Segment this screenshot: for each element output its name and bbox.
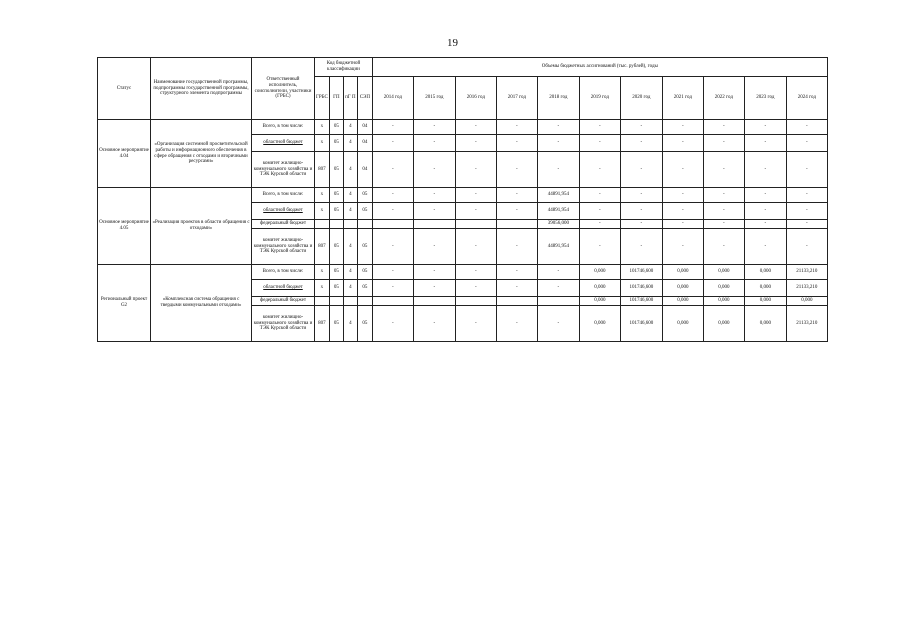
header-year: 2021 год	[662, 77, 703, 120]
value-cell: 0,000	[744, 265, 786, 280]
code-cell: 05	[329, 265, 343, 280]
value-cell: -	[496, 265, 537, 280]
page-number: 19	[447, 37, 458, 49]
value-cell	[455, 297, 496, 306]
code-cell: х	[315, 280, 330, 297]
row-name: «Реализация проектов в области обращения с отходами»	[151, 188, 252, 265]
value-cell: -	[455, 280, 496, 297]
responsible-label: комитет жилищно-коммунального хозяйства и ТЭК Курской области	[253, 314, 313, 332]
value-cell: -	[496, 120, 537, 135]
value-cell: -	[579, 229, 620, 265]
value-cell: 0,000	[703, 265, 744, 280]
value-cell: -	[372, 306, 413, 342]
value-cell: -	[744, 135, 786, 152]
value-cell: -	[496, 152, 537, 188]
code-cell: 4	[343, 135, 357, 152]
value-cell: -	[620, 188, 662, 203]
header-budget-code: Код бюджетной классификации	[315, 58, 373, 77]
code-cell: 05	[329, 135, 343, 152]
value-cell: -	[455, 203, 496, 220]
header-code-grbs: ГРБС	[315, 77, 330, 120]
value-cell: -	[496, 280, 537, 297]
code-cell: 4	[343, 306, 357, 342]
row-responsible	[252, 297, 315, 306]
value-cell: 101746,600	[620, 280, 662, 297]
value-cell: -	[662, 220, 703, 229]
code-cell: 05	[329, 120, 343, 135]
value-cell: 0,000	[579, 280, 620, 297]
value-cell: 44891,954	[537, 188, 579, 203]
code-cell: х	[315, 135, 330, 152]
code-cell: 05	[329, 280, 343, 297]
value-cell: -	[744, 188, 786, 203]
code-cell	[329, 297, 343, 306]
value-cell: -	[413, 306, 455, 342]
row-status: Основное мероприятие 4.05	[98, 188, 151, 265]
value-cell: 0,000	[703, 297, 744, 306]
code-cell	[315, 220, 330, 229]
table-row	[98, 188, 828, 203]
responsible-label: комитет жилищно-коммунального хозяйства и ТЭК Курской области	[253, 160, 313, 178]
value-cell: -	[372, 265, 413, 280]
value-cell: -	[620, 220, 662, 229]
value-cell: -	[662, 135, 703, 152]
value-cell	[455, 220, 496, 229]
value-cell: -	[703, 203, 744, 220]
value-cell: -	[744, 229, 786, 265]
row-responsible	[252, 135, 315, 152]
value-cell: 101746,600	[620, 306, 662, 342]
code-cell: 4	[343, 120, 357, 135]
header-code-pgp: пГ П	[343, 77, 357, 120]
value-cell: -	[703, 120, 744, 135]
value-cell: -	[496, 203, 537, 220]
value-cell	[496, 297, 537, 306]
value-cell: 0,000	[662, 280, 703, 297]
responsible-label: Всего, в том числе:	[262, 269, 304, 275]
row-responsible	[252, 306, 315, 342]
value-cell: 44891,954	[537, 229, 579, 265]
header-year: 2019 год	[579, 77, 620, 120]
code-cell: 807	[315, 229, 330, 265]
value-cell: -	[620, 120, 662, 135]
value-cell: -	[455, 229, 496, 265]
row-responsible	[252, 188, 315, 203]
value-cell: -	[579, 152, 620, 188]
header-year: 2015 год	[413, 77, 455, 120]
value-cell: 39056,000	[537, 220, 579, 229]
code-cell: 4	[343, 152, 357, 188]
header-year: 2020 год	[620, 77, 662, 120]
code-cell: 04	[357, 120, 372, 135]
code-cell	[343, 297, 357, 306]
value-cell: -	[413, 120, 455, 135]
row-responsible	[252, 152, 315, 188]
value-cell: 101746,600	[620, 265, 662, 280]
value-cell: -	[372, 203, 413, 220]
value-cell: -	[662, 229, 703, 265]
value-cell: 0,000	[579, 297, 620, 306]
value-cell: -	[537, 135, 579, 152]
code-cell: 05	[329, 152, 343, 188]
value-cell: -	[744, 120, 786, 135]
value-cell: -	[786, 120, 827, 135]
value-cell: -	[786, 220, 827, 229]
value-cell: -	[537, 265, 579, 280]
value-cell: -	[703, 135, 744, 152]
value-cell: -	[455, 188, 496, 203]
responsible-label: Всего, в том числе:	[262, 192, 304, 198]
value-cell	[537, 297, 579, 306]
value-cell: -	[537, 120, 579, 135]
header-year: 2018 год	[537, 77, 579, 120]
code-cell: 4	[343, 265, 357, 280]
code-cell: 05	[329, 203, 343, 220]
value-cell: -	[413, 135, 455, 152]
value-cell: -	[413, 265, 455, 280]
value-cell: -	[372, 135, 413, 152]
row-responsible	[252, 220, 315, 229]
value-cell: 0,000	[662, 297, 703, 306]
code-cell: 4	[343, 280, 357, 297]
value-cell: 0,000	[786, 297, 827, 306]
value-cell	[372, 220, 413, 229]
table-row	[98, 120, 828, 135]
value-cell	[413, 220, 455, 229]
value-cell: -	[372, 188, 413, 203]
row-responsible	[252, 265, 315, 280]
code-cell	[357, 297, 372, 306]
value-cell: -	[496, 188, 537, 203]
value-cell: -	[413, 280, 455, 297]
value-cell: -	[413, 203, 455, 220]
code-cell: 05	[357, 188, 372, 203]
value-cell: -	[662, 152, 703, 188]
header-responsible: Ответственный исполнитель, соисполнители, участники (ГРБС)	[252, 58, 315, 120]
responsible-label: областной бюджет	[263, 208, 303, 214]
code-cell: 05	[357, 265, 372, 280]
code-cell: х	[315, 265, 330, 280]
value-cell: -	[372, 280, 413, 297]
code-cell: х	[315, 120, 330, 135]
value-cell: -	[620, 203, 662, 220]
value-cell: -	[413, 152, 455, 188]
header-year: 2017 год	[496, 77, 537, 120]
value-cell: -	[786, 188, 827, 203]
value-cell: -	[496, 229, 537, 265]
value-cell: -	[662, 120, 703, 135]
code-cell: х	[315, 188, 330, 203]
code-cell	[357, 220, 372, 229]
value-cell: 44891,954	[537, 203, 579, 220]
value-cell: -	[372, 229, 413, 265]
value-cell: -	[786, 152, 827, 188]
value-cell: -	[703, 220, 744, 229]
code-cell: 4	[343, 229, 357, 265]
code-cell: 05	[329, 229, 343, 265]
value-cell: -	[455, 152, 496, 188]
header-code-sep: СЭП	[357, 77, 372, 120]
row-responsible	[252, 229, 315, 265]
value-cell	[496, 220, 537, 229]
value-cell: -	[744, 152, 786, 188]
value-cell: 0,000	[662, 265, 703, 280]
code-cell: 807	[315, 152, 330, 188]
value-cell: 0,000	[703, 306, 744, 342]
code-cell: 05	[357, 203, 372, 220]
code-cell: 05	[357, 229, 372, 265]
value-cell: -	[703, 229, 744, 265]
value-cell: -	[620, 152, 662, 188]
row-name: «Организация системной просветительской работы и информационного обеспечения в сфере обращения с отходами и вторичными ресурсами»	[151, 120, 252, 188]
code-cell: 05	[329, 306, 343, 342]
value-cell: 0,000	[703, 280, 744, 297]
value-cell: 21133,210	[786, 280, 827, 297]
header-year: 2022 год	[703, 77, 744, 120]
value-cell: -	[579, 188, 620, 203]
value-cell: -	[455, 306, 496, 342]
value-cell: -	[496, 306, 537, 342]
value-cell: -	[372, 152, 413, 188]
code-cell: 05	[329, 188, 343, 203]
value-cell: -	[620, 229, 662, 265]
value-cell: -	[537, 306, 579, 342]
row-status: Основное мероприятие 4.04	[98, 120, 151, 188]
budget-table	[97, 57, 828, 342]
table-row	[98, 265, 828, 280]
code-cell	[329, 220, 343, 229]
code-cell: х	[315, 203, 330, 220]
header-status: Статус	[98, 58, 151, 120]
value-cell: -	[620, 135, 662, 152]
responsible-label: комитет жилищно-коммунального хозяйства и ТЭК Курской области	[253, 237, 313, 255]
value-cell: -	[455, 265, 496, 280]
value-cell: 21133,210	[786, 306, 827, 342]
code-cell: 4	[343, 203, 357, 220]
row-responsible	[252, 203, 315, 220]
row-status: Региональный проект G2	[98, 265, 151, 342]
value-cell: -	[455, 120, 496, 135]
value-cell: 0,000	[744, 297, 786, 306]
header-code-gp: ГП	[329, 77, 343, 120]
header-year: 2014 год	[372, 77, 413, 120]
value-cell: -	[413, 188, 455, 203]
value-cell: -	[786, 135, 827, 152]
row-name: «Комплексная система обращения с твердыми коммунальными отходами»	[151, 265, 252, 342]
value-cell: 0,000	[662, 306, 703, 342]
responsible-label: федеральный бюджет	[259, 298, 307, 304]
responsible-label: федеральный бюджет	[259, 221, 307, 227]
responsible-label: Всего, в том числе:	[262, 124, 304, 130]
value-cell: -	[703, 152, 744, 188]
value-cell: 0,000	[744, 306, 786, 342]
header-year: 2016 год	[455, 77, 496, 120]
code-cell: 05	[357, 280, 372, 297]
value-cell: 0,000	[579, 306, 620, 342]
row-responsible	[252, 280, 315, 297]
code-cell: 04	[357, 152, 372, 188]
responsible-label: областной бюджет	[263, 140, 303, 146]
value-cell: -	[786, 229, 827, 265]
value-cell: -	[662, 188, 703, 203]
value-cell: -	[496, 135, 537, 152]
code-cell: 05	[357, 306, 372, 342]
value-cell: -	[455, 135, 496, 152]
value-cell: -	[372, 120, 413, 135]
value-cell: 21133,210	[786, 265, 827, 280]
value-cell: 101746,600	[620, 297, 662, 306]
responsible-label: областной бюджет	[263, 285, 303, 291]
header-year: 2024 год	[786, 77, 827, 120]
value-cell: -	[413, 229, 455, 265]
header-volumes: Объемы бюджетных ассигнований (тыс. рублей), годы	[372, 58, 827, 77]
value-cell: -	[579, 135, 620, 152]
code-cell: 807	[315, 306, 330, 342]
value-cell	[372, 297, 413, 306]
value-cell: -	[537, 152, 579, 188]
code-cell	[315, 297, 330, 306]
value-cell: -	[786, 203, 827, 220]
value-cell: -	[579, 220, 620, 229]
value-cell: 0,000	[744, 280, 786, 297]
code-cell: 04	[357, 135, 372, 152]
value-cell: -	[579, 203, 620, 220]
value-cell: -	[579, 120, 620, 135]
value-cell: -	[537, 280, 579, 297]
code-cell: 4	[343, 188, 357, 203]
value-cell: 0,000	[579, 265, 620, 280]
code-cell	[343, 220, 357, 229]
header-name: Наименование государственной программы, подпрограммы государственной программы, структурного элемента подпрограммы	[151, 58, 252, 120]
header-year: 2023 год	[744, 77, 786, 120]
value-cell: -	[744, 203, 786, 220]
value-cell: -	[703, 188, 744, 203]
value-cell: -	[744, 220, 786, 229]
row-responsible	[252, 120, 315, 135]
value-cell: -	[662, 203, 703, 220]
value-cell	[413, 297, 455, 306]
